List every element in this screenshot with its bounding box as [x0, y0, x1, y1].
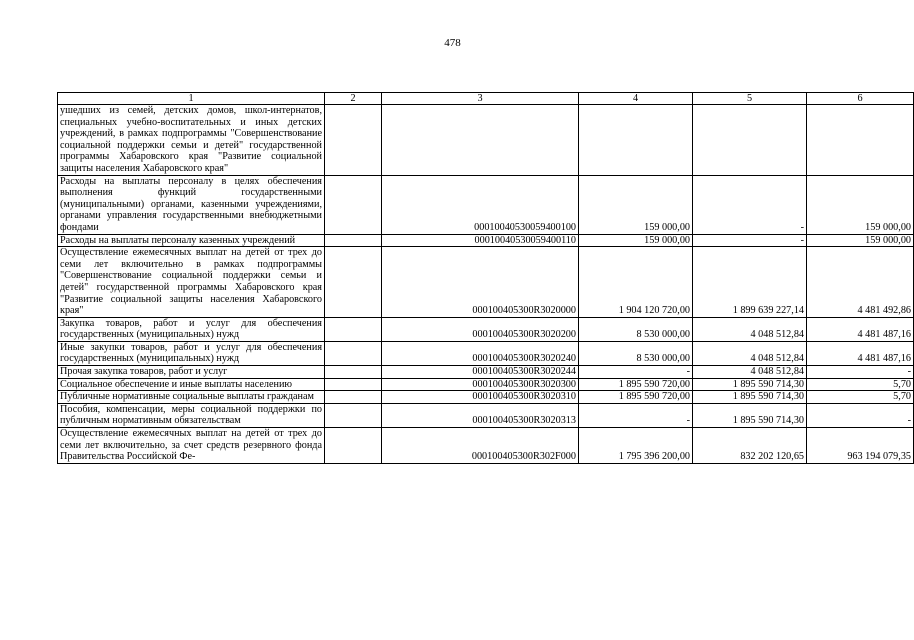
- row-amount-col5: 4 048 512,84: [693, 366, 807, 379]
- row-code: 000100405300R3020244: [382, 366, 579, 379]
- table-row: [58, 391, 914, 404]
- table-header-row: [58, 93, 914, 105]
- table-row: [58, 234, 914, 247]
- row-amount-col4: -: [579, 403, 693, 427]
- row-amount-col6: 4 481 492,86: [807, 247, 914, 318]
- table-row: [58, 175, 914, 234]
- row-col2: [325, 317, 382, 341]
- column-header: 6: [807, 93, 914, 105]
- row-amount-col6: 159 000,00: [807, 175, 914, 234]
- row-code: 000100405300R3020000: [382, 247, 579, 318]
- row-amount-col5: 4 048 512,84: [693, 317, 807, 341]
- row-col2: [325, 378, 382, 391]
- row-amount-col4: 8 530 000,00: [579, 341, 693, 365]
- row-amount-col5: 1 899 639 227,14: [693, 247, 807, 318]
- row-col2: [325, 391, 382, 404]
- row-amount-col5: 832 202 120,65: [693, 428, 807, 464]
- row-col2: [325, 105, 382, 176]
- row-amount-col5: -: [693, 175, 807, 234]
- column-header: 2: [325, 93, 382, 105]
- row-amount-col4: -: [579, 366, 693, 379]
- table-row: [58, 341, 914, 365]
- table-row: [58, 105, 914, 176]
- row-code: 000100405300R3020300: [382, 378, 579, 391]
- column-header: 1: [58, 93, 325, 105]
- table-row: [58, 378, 914, 391]
- table-row: [58, 247, 914, 318]
- row-code: 000100405300R3020310: [382, 391, 579, 404]
- row-amount-col4: 1 895 590 720,00: [579, 391, 693, 404]
- row-description: Социальное обеспечение и иные выплаты населению: [58, 378, 325, 391]
- row-col2: [325, 428, 382, 464]
- row-amount-col6: 4 481 487,16: [807, 317, 914, 341]
- row-description: Прочая закупка товаров, работ и услуг: [58, 366, 325, 379]
- row-amount-col6: 5,70: [807, 378, 914, 391]
- row-amount-col4: 1 904 120 720,00: [579, 247, 693, 318]
- row-amount-col6: -: [807, 403, 914, 427]
- row-amount-col5: 1 895 590 714,30: [693, 403, 807, 427]
- row-code: 000100405300R3020200: [382, 317, 579, 341]
- row-amount-col4: 159 000,00: [579, 175, 693, 234]
- column-header: 4: [579, 93, 693, 105]
- row-amount-col4: 159 000,00: [579, 234, 693, 247]
- column-header: 3: [382, 93, 579, 105]
- row-code: 000100405300R3020240: [382, 341, 579, 365]
- row-description: ушедших из семей, детских домов, школ-интернатов, специальных учебно-воспитательных и иных детских учреждений, в рамках подпрограммы "Совершенствование социальной поддержки семьи и детей" государственной программы Хабаровского края "Развитие социальной защиты населения Хабаровского края": [58, 105, 325, 176]
- row-col2: [325, 175, 382, 234]
- row-description: Осуществление ежемесячных выплат на детей от трех до семи лет включительно, за счет средств резервного фонда Правительства Российской Фе-: [58, 428, 325, 464]
- row-amount-col4: 1 895 590 720,00: [579, 378, 693, 391]
- page-number: 478: [444, 37, 461, 49]
- table-row: [58, 366, 914, 379]
- row-code: [382, 105, 579, 176]
- table-row: [58, 403, 914, 427]
- row-amount-col5: -: [693, 234, 807, 247]
- column-header: 5: [693, 93, 807, 105]
- row-amount-col4: 8 530 000,00: [579, 317, 693, 341]
- row-col2: [325, 234, 382, 247]
- row-amount-col6: [807, 105, 914, 176]
- row-col2: [325, 247, 382, 318]
- row-col2: [325, 366, 382, 379]
- table-row: [58, 428, 914, 464]
- row-description: Пособия, компенсации, меры социальной поддержки по публичным нормативным обязательствам: [58, 403, 325, 427]
- row-amount-col6: -: [807, 366, 914, 379]
- row-amount-col4: 1 795 396 200,00: [579, 428, 693, 464]
- row-amount-col6: 963 194 079,35: [807, 428, 914, 464]
- row-description: Закупка товаров, работ и услуг для обеспечения государственных (муниципальных) нужд: [58, 317, 325, 341]
- row-amount-col5: [693, 105, 807, 176]
- row-description: Расходы на выплаты персоналу казенных учреждений: [58, 234, 325, 247]
- row-description: Иные закупки товаров, работ и услуг для обеспечения государственных (муниципальных) нужд: [58, 341, 325, 365]
- row-code: 00010040530059400100: [382, 175, 579, 234]
- budget-table: [57, 92, 914, 464]
- row-description: Публичные нормативные социальные выплаты гражданам: [58, 391, 325, 404]
- row-description: Осуществление ежемесячных выплат на детей от трех до семи лет включительно в рамках подпрограммы "Совершенствование социальной поддержки семьи и детей" государственной программы Хабаровского края "Развитие социальной защиты населения Хабаровского края": [58, 247, 325, 318]
- row-amount-col4: [579, 105, 693, 176]
- row-code: 000100405300R302F000: [382, 428, 579, 464]
- row-code: 000100405300R3020313: [382, 403, 579, 427]
- row-code: 00010040530059400110: [382, 234, 579, 247]
- row-col2: [325, 341, 382, 365]
- row-amount-col6: 4 481 487,16: [807, 341, 914, 365]
- row-col2: [325, 403, 382, 427]
- row-amount-col6: 159 000,00: [807, 234, 914, 247]
- row-amount-col5: 1 895 590 714,30: [693, 378, 807, 391]
- table-row: [58, 317, 914, 341]
- row-description: Расходы на выплаты персоналу в целях обеспечения выполнения функций государственными (муниципальными) органами, казенными учреждениями, органами управления государственными внебюджетными фондами: [58, 175, 325, 234]
- row-amount-col6: 5,70: [807, 391, 914, 404]
- row-amount-col5: 4 048 512,84: [693, 341, 807, 365]
- row-amount-col5: 1 895 590 714,30: [693, 391, 807, 404]
